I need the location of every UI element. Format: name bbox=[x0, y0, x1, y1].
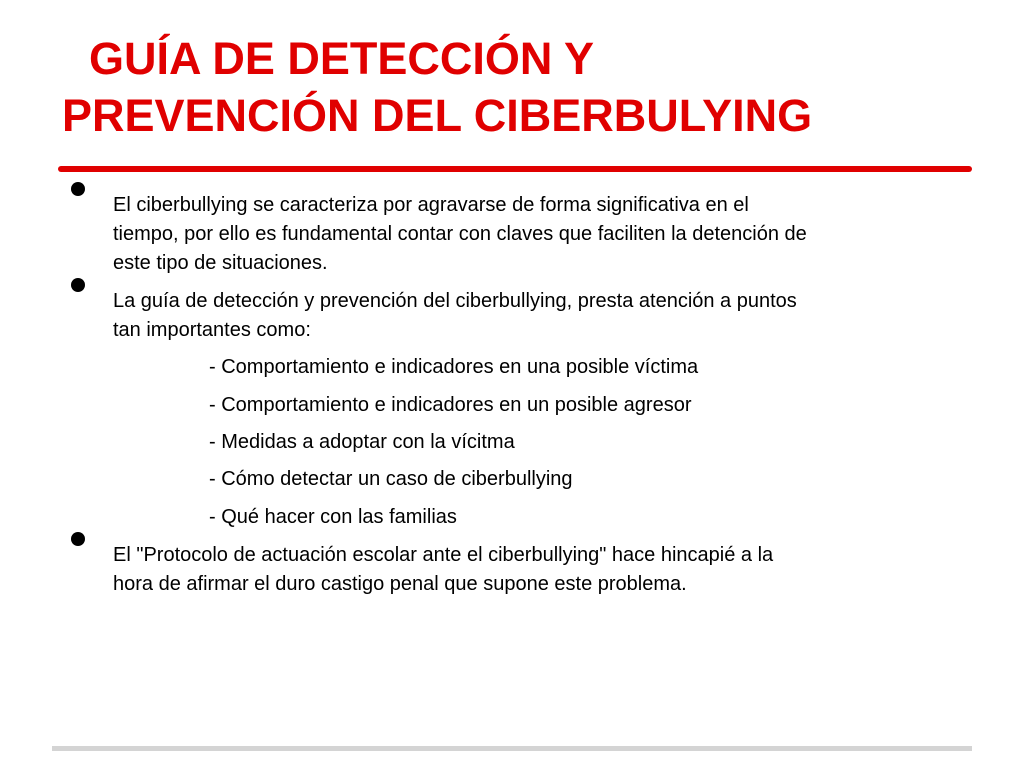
bullet-paragraph-1 bbox=[113, 191, 973, 278]
paragraph-line: tan importantes como: bbox=[113, 319, 311, 341]
bullet-icon bbox=[71, 182, 85, 196]
paragraph-line: El ciberbullying se caracteriza por agravarse de forma significativa en el bbox=[113, 194, 749, 216]
slide-title-line-2: PREVENCIÓN DEL CIBERBULYING bbox=[62, 90, 813, 141]
slide-title bbox=[62, 30, 962, 144]
paragraph-line: La guía de detección y prevención del ciberbullying, presta atención a puntos bbox=[113, 290, 797, 312]
sub-list-item: - Comportamiento e indicadores en una posible víctima bbox=[209, 356, 699, 378]
footer-divider bbox=[52, 746, 972, 751]
paragraph-line: El "Protocolo de actuación escolar ante el ciberbullying" hace hincapié a la bbox=[113, 544, 774, 566]
bullet-icon bbox=[71, 532, 85, 546]
bullet-icon bbox=[71, 278, 85, 292]
slide-title-line-1: GUÍA DE DETECCIÓN Y bbox=[89, 33, 595, 84]
paragraph-line: este tipo de situaciones. bbox=[113, 252, 328, 274]
sub-list-item: - Cómo detectar un caso de ciberbullying bbox=[209, 468, 573, 490]
paragraph-line: tiempo, por ello es fundamental contar con claves que faciliten la detención de bbox=[113, 223, 807, 245]
sub-list-item: - Comportamiento e indicadores en un posible agresor bbox=[209, 394, 692, 416]
title-divider bbox=[58, 166, 972, 172]
bullet-paragraph-3 bbox=[113, 541, 973, 599]
sub-list-item: - Qué hacer con las familias bbox=[209, 506, 457, 528]
paragraph-line: hora de afirmar el duro castigo penal que supone este problema. bbox=[113, 573, 687, 595]
bullet-paragraph-2 bbox=[113, 287, 973, 345]
sub-list-item: - Medidas a adoptar con la vícitma bbox=[209, 431, 515, 453]
